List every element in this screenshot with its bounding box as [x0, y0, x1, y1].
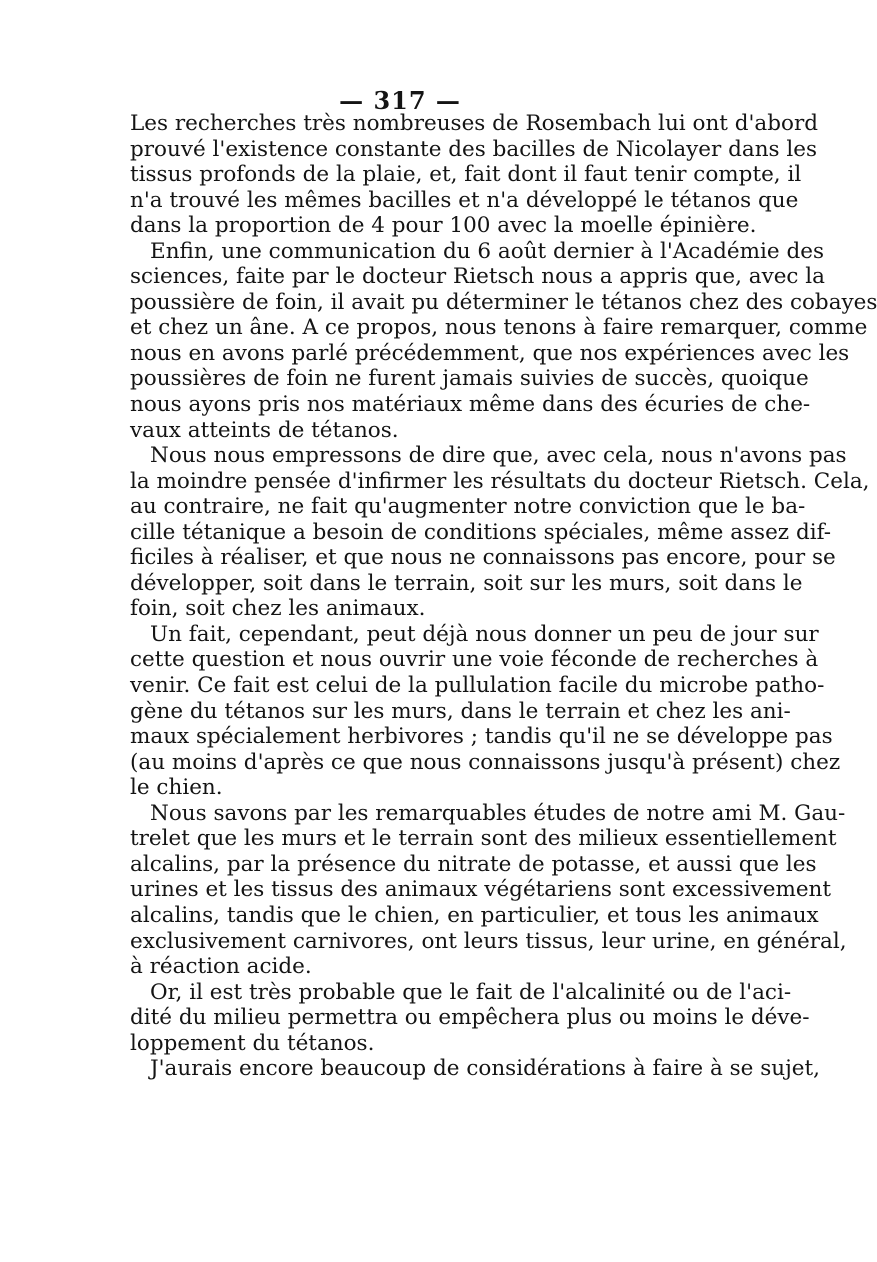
- text-line: Nous nous empressons de dire que, avec cela, nous n'avons pas: [150, 443, 847, 469]
- text-line: tissus profonds de la plaie, et, fait dont il faut tenir compte, il: [130, 162, 802, 188]
- text-line: et chez un âne. A ce propos, nous tenons à faire remarquer, comme: [130, 315, 868, 341]
- text-line: maux spécialement herbivores ; tandis qu'il ne se développe pas: [130, 724, 833, 750]
- text-line: le chien.: [130, 775, 223, 801]
- text-line: exclusivement carnivores, ont leurs tissus, leur urine, en général,: [130, 928, 847, 954]
- text-line: nous ayons pris nos matériaux même dans des écuries de che-: [130, 392, 811, 418]
- text-line: trelet que les murs et le terrain sont des milieux essentiellement: [130, 826, 837, 852]
- text-line: alcalins, par la présence du nitrate de potasse, et aussi que les: [130, 851, 817, 877]
- text-line: (au moins d'après ce que nous connaissons jusqu'à présent) chez: [130, 749, 841, 775]
- text-line: loppement du tétanos.: [130, 1030, 375, 1056]
- text-line: J'aurais encore beaucoup de considérations à faire à se sujet,: [150, 1056, 820, 1082]
- text-line: cette question et nous ouvrir une voie féconde de recherches à: [130, 647, 819, 673]
- text-line: sciences, faite par le docteur Rietsch nous a appris que, avec la: [130, 264, 826, 290]
- text-line: urines et les tissus des animaux végétariens sont excessivement: [130, 877, 832, 903]
- text-line: nous en avons parlé précédemment, que nos expériences avec les: [130, 340, 850, 366]
- text-line: vaux atteints de tétanos.: [130, 417, 399, 443]
- page-number: — 317 —: [339, 86, 461, 115]
- text-line: foin, soit chez les animaux.: [130, 596, 426, 622]
- text-line: la moindre pensée d'infirmer les résultats du docteur Rietsch. Cela,: [130, 468, 870, 494]
- text-line: n'a trouvé les mêmes bacilles et n'a développé le tétanos que: [130, 187, 799, 213]
- text-line: ficiles à réaliser, et que nous ne connaissons pas encore, pour se: [130, 545, 836, 571]
- text-line: développer, soit dans le terrain, soit sur les murs, soit dans le: [130, 570, 803, 596]
- text-line: poussières de foin ne furent jamais suivies de succès, quoique: [130, 366, 809, 392]
- text-line: Les recherches très nombreuses de Rosembach lui ont d'abord: [130, 111, 818, 136]
- text-line: alcalins, tandis que le chien, en particulier, et tous les animaux: [130, 902, 819, 928]
- body-text: [130, 111, 877, 1082]
- text-line: au contraire, ne fait qu'augmenter notre conviction que le ba-: [130, 494, 806, 520]
- text-line: gène du tétanos sur les murs, dans le terrain et chez les ani-: [130, 698, 791, 724]
- text-line: dans la proportion de 4 pour 100 avec la moelle épinière.: [130, 213, 757, 239]
- text-line: Un fait, cependant, peut déjà nous donner un peu de jour sur: [150, 621, 819, 647]
- text-line: dité du milieu permettra ou empêchera plus ou moins le déve-: [130, 1005, 810, 1031]
- text-line: Enfin, une communication du 6 août dernier à l'Académie des: [150, 238, 824, 264]
- text-line: Or, il est très probable que le fait de l'alcalinité ou de l'aci-: [150, 979, 792, 1005]
- text-line: à réaction acide.: [130, 954, 312, 980]
- text-line: cille tétanique a besoin de conditions spéciales, même assez dif-: [130, 519, 832, 545]
- text-line: Nous savons par les remarquables études de notre ami M. Gau-: [150, 800, 846, 826]
- text-line: venir. Ce fait est celui de la pullulation facile du microbe patho-: [130, 673, 825, 699]
- text-line: prouvé l'existence constante des bacilles de Nicolayer dans les: [130, 136, 818, 162]
- text-line: poussière de foin, il avait pu déterminer le tétanos chez des cobayes: [130, 289, 877, 315]
